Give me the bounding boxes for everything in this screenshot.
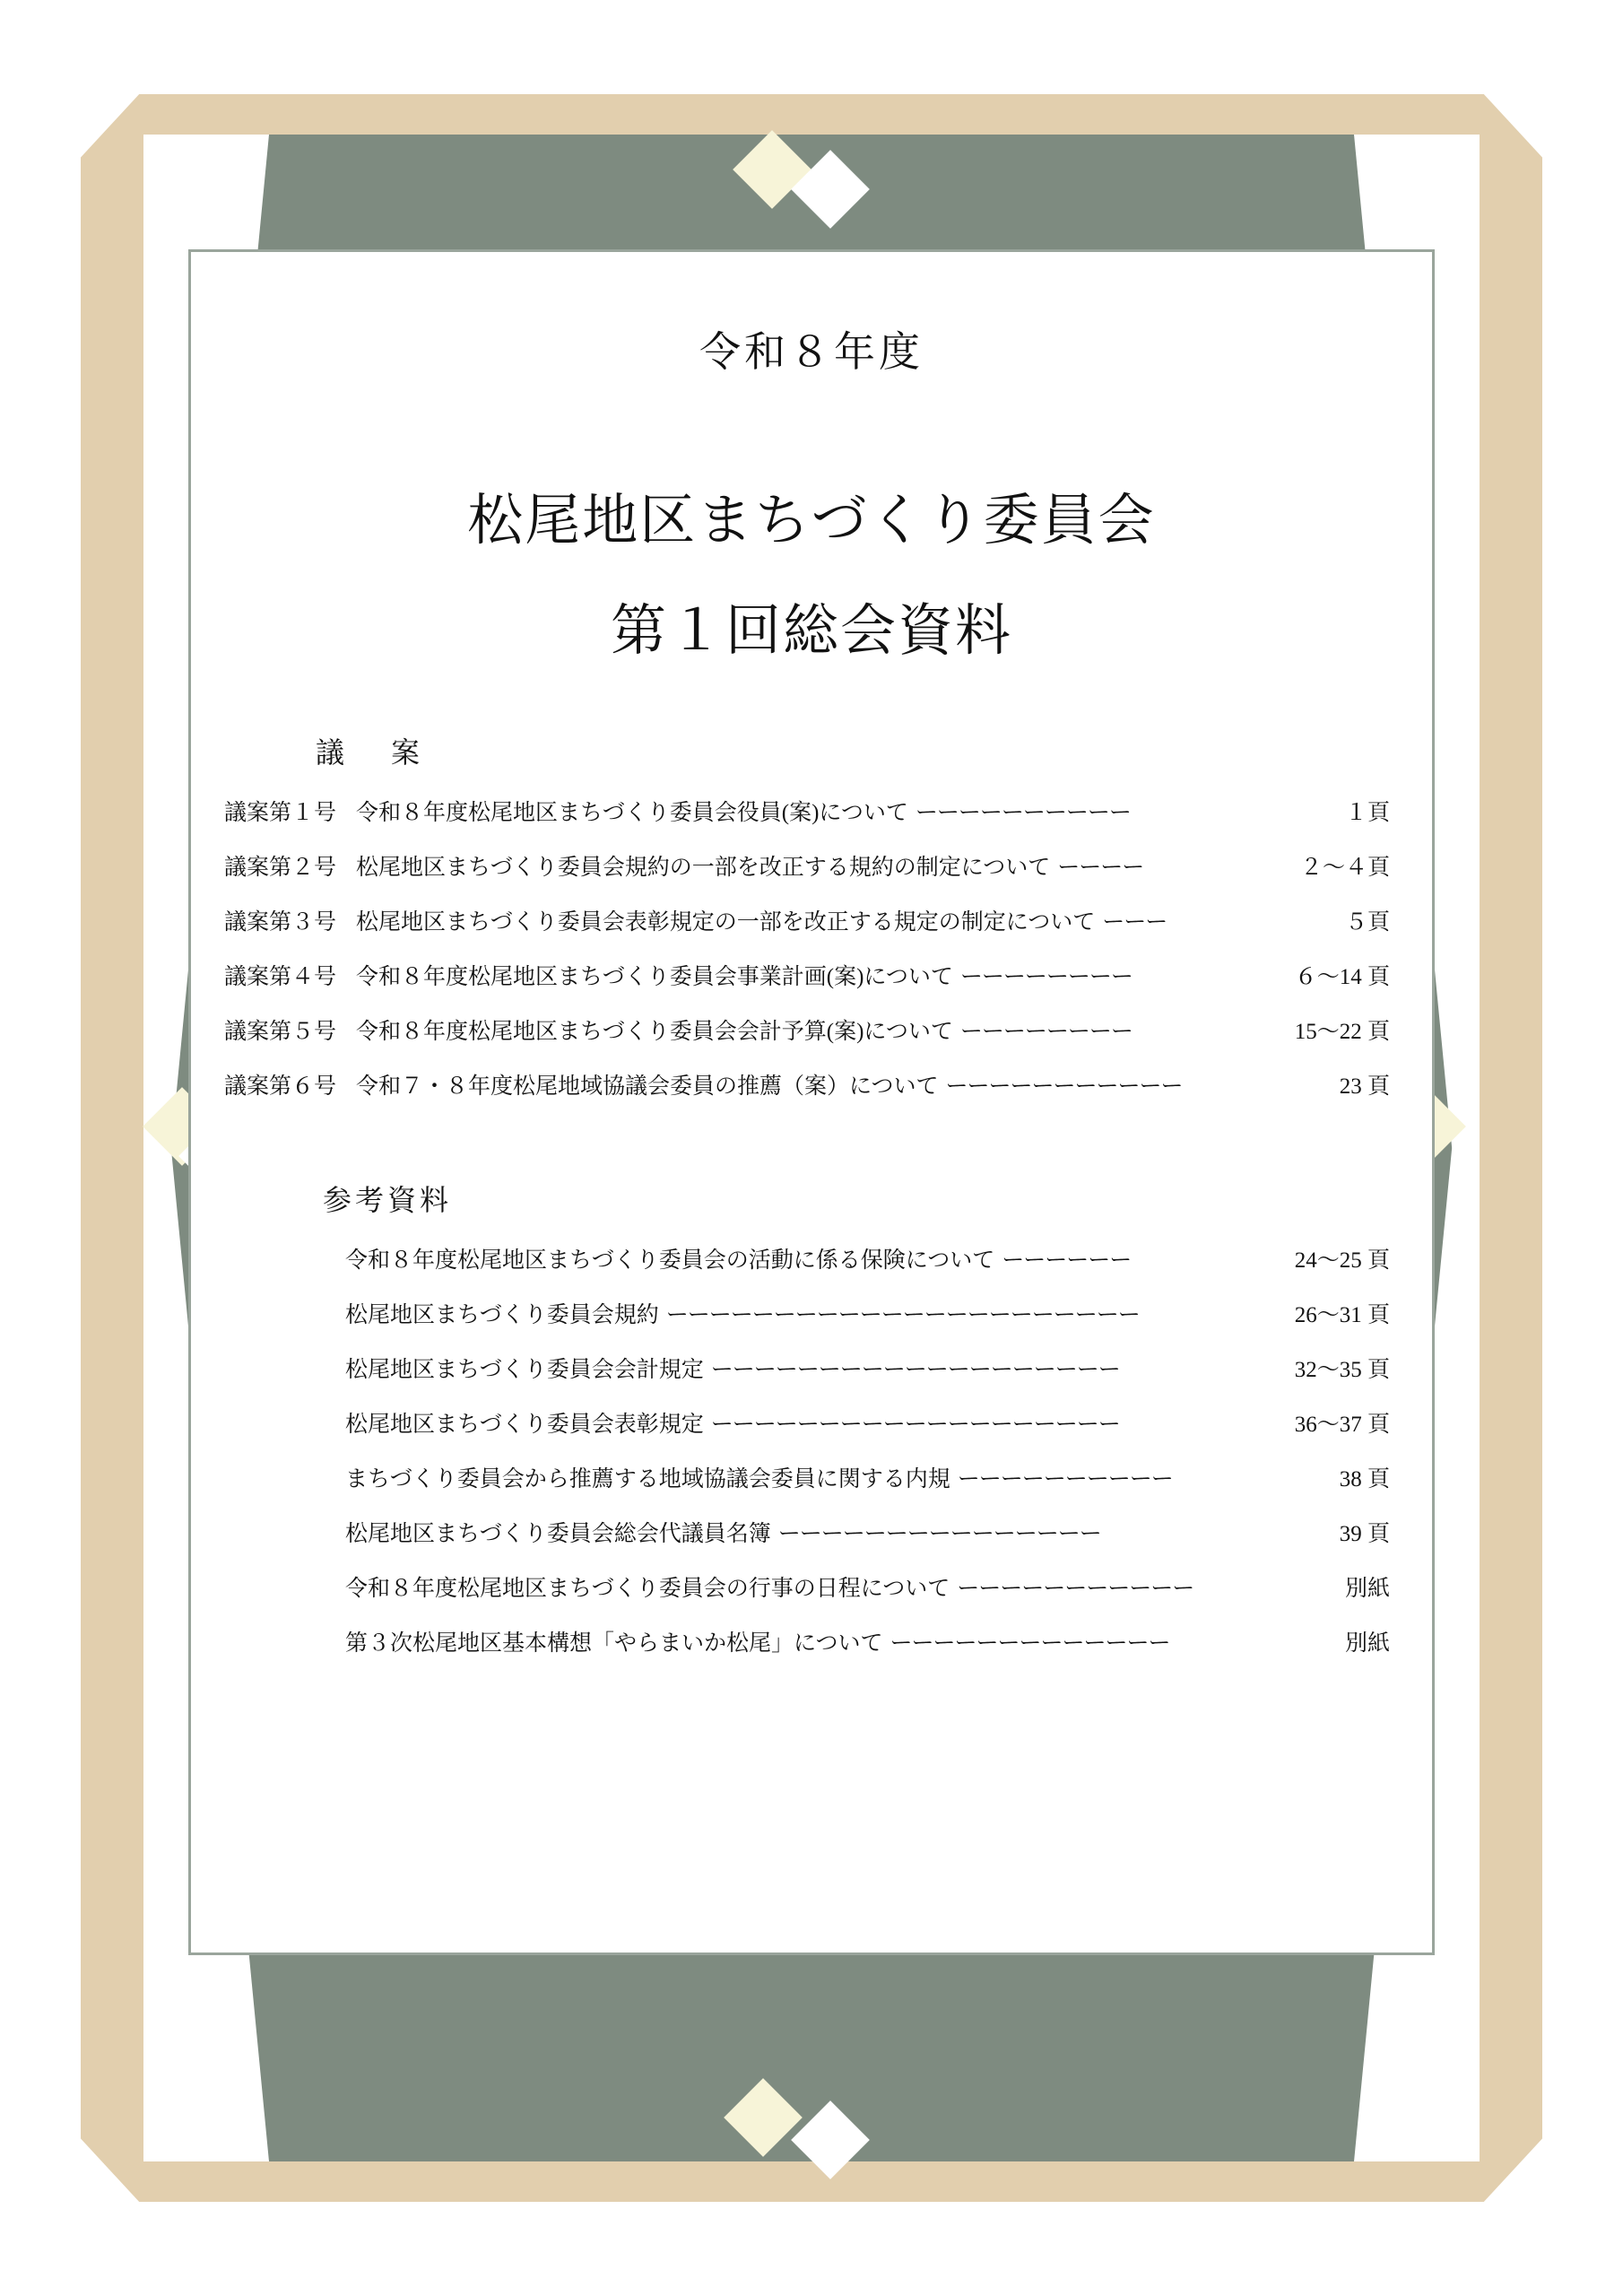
agenda-item-text: 令和８年度松尾地区まちづくり委員会会計予算(案)について <box>356 1020 953 1044</box>
document-year: 令和８年度 <box>699 329 924 375</box>
agenda-item-page: ５頁 <box>1344 910 1390 935</box>
reference-item <box>188 1297 1435 1329</box>
agenda-item-leader: ーーーー <box>1057 856 1144 880</box>
agenda-item <box>188 904 1435 936</box>
agenda-item <box>188 795 1435 827</box>
reference-item <box>188 1352 1435 1384</box>
agenda-item-leader: ーーーーーーーーーー <box>915 801 1131 825</box>
agenda-item-text: 松尾地区まちづくり委員会表彰規定の一部を改正する規定の制定について <box>356 910 1096 935</box>
agenda-item <box>188 849 1435 882</box>
reference-item-leader: ーーーーーーーーーーーーーーーーーーー <box>710 1413 1120 1437</box>
reference-list <box>188 1242 1435 1657</box>
reference-item <box>188 1242 1435 1274</box>
agenda-item-number: 議案第３号 <box>224 910 337 935</box>
agenda-item-page: ２〜４頁 <box>1299 856 1390 880</box>
document-content <box>188 249 1435 1955</box>
reference-item-page: 36〜37 頁 <box>1294 1413 1390 1437</box>
reference-item-page: 39 頁 <box>1339 1522 1390 1546</box>
agenda-heading: 議 案 <box>316 736 430 769</box>
agenda-item-number: 議案第２号 <box>224 856 337 880</box>
reference-item-page: 26〜31 頁 <box>1294 1303 1390 1327</box>
agenda-item-leader: ーーーーーーーー <box>959 1020 1133 1044</box>
reference-item-text: 令和８年度松尾地区まちづくり委員会の活動に係る保険について <box>345 1248 995 1273</box>
reference-item-leader: ーーーーーーーーーーー <box>957 1577 1194 1601</box>
reference-item-leader: ーーーーーーーーーー <box>957 1467 1173 1492</box>
agenda-list <box>188 795 1435 1100</box>
agenda-item-page: １頁 <box>1344 801 1390 825</box>
agenda-item <box>188 1013 1435 1046</box>
reference-item <box>188 1406 1435 1439</box>
agenda-item-text: 令和８年度松尾地区まちづくり委員会事業計画(案)について <box>356 965 953 989</box>
agenda-item-text: 松尾地区まちづくり委員会規約の一部を改正する規約の制定について <box>356 856 1051 880</box>
reference-item <box>188 1570 1435 1603</box>
reference-item-text: 松尾地区まちづくり委員会会計規定 <box>345 1358 704 1382</box>
document-title-line-2: 第１回総会資料 <box>610 601 1012 662</box>
agenda-item-number: 議案第１号 <box>224 801 337 825</box>
reference-item-leader: ーーーーーー <box>1002 1248 1132 1273</box>
agenda-item-number: 議案第６号 <box>224 1074 337 1099</box>
agenda-item-number: 議案第５号 <box>224 1020 337 1044</box>
agenda-item-page: 23 頁 <box>1339 1074 1390 1099</box>
reference-item <box>188 1461 1435 1493</box>
reference-item-page: 32〜35 頁 <box>1294 1358 1390 1382</box>
reference-item-page: 別紙 <box>1344 1631 1390 1656</box>
reference-item-text: まちづくり委員会から推薦する地域協議会委員に関する内規 <box>345 1467 950 1492</box>
reference-heading: 参考資料 <box>323 1184 453 1216</box>
reference-item-leader: ーーーーーーーーーーーーーーーーーーー <box>710 1358 1120 1382</box>
reference-item-text: 松尾地区まちづくり委員会総会代議員名簿 <box>345 1522 771 1546</box>
agenda-item-text: 令和８年度松尾地区まちづくり委員会役員(案)について <box>356 801 908 825</box>
reference-item-text: 令和８年度松尾地区まちづくり委員会の行事の日程について <box>345 1577 950 1601</box>
reference-item-text: 第３次松尾地区基本構想「やらまいか松尾」について <box>345 1631 883 1656</box>
reference-item-text: 松尾地区まちづくり委員会表彰規定 <box>345 1413 704 1437</box>
agenda-item-leader: ーーーーーーーー <box>959 965 1133 989</box>
reference-item-leader: ーーーーーーーーーーーーー <box>890 1631 1170 1656</box>
agenda-item-page: ６〜14 頁 <box>1294 965 1390 989</box>
agenda-item-leader: ーーー <box>1102 910 1167 935</box>
reference-item-page: 38 頁 <box>1339 1467 1390 1492</box>
reference-item-leader: ーーーーーーーーーーーーーーー <box>777 1522 1101 1546</box>
document-title-line-1: 松尾地区まちづくり委員会 <box>467 491 1156 552</box>
agenda-item-leader: ーーーーーーーーーーー <box>945 1074 1183 1099</box>
reference-item-leader: ーーーーーーーーーーーーーーーーーーーーーー <box>665 1303 1140 1327</box>
reference-item-page: 別紙 <box>1344 1577 1390 1601</box>
agenda-item <box>188 959 1435 991</box>
reference-item <box>188 1625 1435 1657</box>
agenda-item-number: 議案第４号 <box>224 965 337 989</box>
reference-item-page: 24〜25 頁 <box>1294 1248 1390 1273</box>
agenda-item-page: 15〜22 頁 <box>1294 1020 1390 1044</box>
agenda-item-text: 令和７・８年度松尾地域協議会委員の推薦（案）について <box>356 1074 939 1099</box>
reference-item <box>188 1516 1435 1548</box>
agenda-item <box>188 1068 1435 1100</box>
reference-item-text: 松尾地区まちづくり委員会規約 <box>345 1303 659 1327</box>
